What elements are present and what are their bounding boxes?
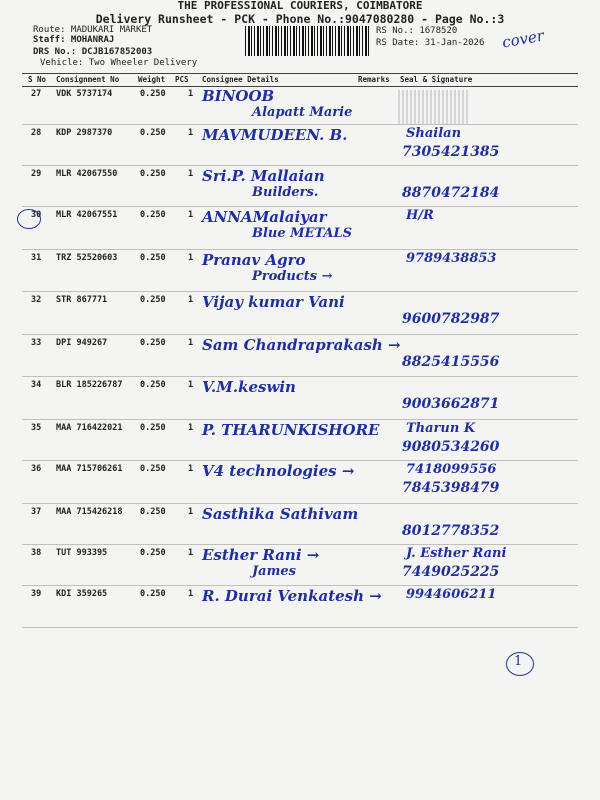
row-sno: 38 [31,548,42,558]
row-pcs: 1 [188,128,194,138]
handwritten-remarks: H/R [406,208,434,223]
handwritten-consignee-line2: Blue METALS [252,226,353,241]
col-pcs: PCS [175,75,189,84]
route-label: Route: MADUKARI MARKET [33,25,153,35]
table-row [22,419,578,461]
handwritten-phone: 9600782987 [402,311,500,327]
row-sno: 35 [31,423,42,433]
drs-number: DRS No.: DCJB167852003 [33,47,153,57]
barcode [245,26,371,56]
handwritten-consignee: MAVMUDEEN. B. [202,126,348,144]
handwritten-phone: 9080534260 [402,439,500,455]
handwritten-consignee-line2: Products → [252,269,333,284]
rs-date: RS Date: 31-Jan-2026 [376,38,485,48]
handwritten-phone: 9003662871 [402,396,500,412]
row-consignment: TUT 993395 [56,548,108,558]
handwritten-phone: 8825415556 [402,354,500,370]
row-consignment: MAA 716422021 [56,423,123,433]
row-consignment: MAA 715426218 [56,507,123,517]
row-pcs: 1 [188,548,194,558]
row-consignment: MAA 715706261 [56,464,123,474]
row-consignment: MLR 42067551 [56,210,118,220]
row-pcs: 1 [188,295,194,305]
row-pcs: 1 [188,169,194,179]
col-seal: Seal & Signature [400,75,473,84]
row-sno: 39 [31,589,42,599]
row-pcs: 1 [188,89,194,99]
handwritten-consignee: ANNAMalaiyar [202,208,327,226]
handwritten-remarks: Shailan [406,126,462,141]
table-row [22,165,578,207]
row-weight: 0.250 [140,338,166,348]
handwritten-consignee: BINOOB [202,87,275,105]
handwritten-remarks: J. Esther Rani [406,546,507,561]
row-weight: 0.250 [140,423,166,433]
row-pcs: 1 [188,464,194,474]
row-weight: 0.250 [140,169,166,179]
row-pcs: 1 [188,253,194,263]
row-sno: 28 [31,128,42,138]
handwritten-consignee: V.M.keswin [202,378,296,396]
cover-note: cover [500,26,546,52]
row-weight: 0.250 [140,589,166,599]
col-consignment: Consignment No [56,75,120,84]
table-row [22,376,578,420]
row-sno: 31 [31,253,42,263]
row-weight: 0.250 [140,507,166,517]
handwritten-phone: 7305421385 [402,144,500,160]
table-row [22,249,578,292]
col-remarks: Remarks [358,75,390,84]
row-sno: 37 [31,507,42,517]
row-sno: 36 [31,464,42,474]
col-details: Consignee Details [202,75,279,84]
vehicle-label: Vehicle: Two Wheeler Delivery [40,58,198,68]
handwritten-consignee-line2: Builders. [252,185,319,200]
row-consignment: TRZ 52520603 [56,253,118,263]
runsheet-subtitle: Delivery Runsheet - PCK - Phone No.:9047080280 - Page No.:3 [95,12,505,26]
row-consignment: KDP 2987370 [56,128,113,138]
row-sno: 32 [31,295,42,305]
handwritten-consignee: P. THARUNKISHORE [202,421,380,439]
row-sno: 27 [31,89,42,99]
table-row [22,460,578,504]
row-consignment: STR 867771 [56,295,108,305]
row-pcs: 1 [188,338,194,348]
row-weight: 0.250 [140,89,166,99]
handwritten-remarks: 9944606211 [406,587,497,602]
handwritten-phone: 8012778352 [402,523,500,539]
handwritten-phone: 7449025225 [402,564,500,580]
row-pcs: 1 [188,380,194,390]
handwritten-consignee-line2: Alapatt Marie [252,105,353,120]
staff-label: Staff: MOHANRAJ [33,35,115,45]
row-weight: 0.250 [140,548,166,558]
row-weight: 0.250 [140,464,166,474]
row-consignment: VDK 5737174 [56,89,113,99]
handwritten-remarks: 9789438853 [406,251,497,266]
row-weight: 0.250 [140,380,166,390]
col-sno: S No [28,75,47,84]
row-weight: 0.250 [140,253,166,263]
row-consignment: MLR 42067550 [56,169,118,179]
table-row [22,334,578,377]
handwritten-consignee: Sasthika Sathivam [202,505,359,523]
row-weight: 0.250 [140,128,166,138]
row-weight: 0.250 [140,210,166,220]
rs-number: RS No.: 1678520 [376,26,458,36]
row-pcs: 1 [188,423,194,433]
row-consignment: BLR 185226787 [56,380,123,390]
row-pcs: 1 [188,507,194,517]
handwritten-consignee-line2: James [252,564,296,579]
handwritten-consignee: Vijay kumar Vani [202,293,345,311]
table-row [22,206,578,250]
row-pcs: 1 [188,589,194,599]
table-row [22,124,578,166]
col-weight: Weight [138,75,166,84]
handwritten-phone: 7845398479 [402,480,500,496]
row-consignment: DPI 949267 [56,338,108,348]
handwritten-consignee: Sri.P. Mallaian [202,167,325,185]
handwritten-consignee: R. Durai Venkatesh → [202,587,382,605]
table-row [22,291,578,335]
handwritten-remarks: Tharun K [406,421,476,436]
handwritten-consignee: V4 technologies → [202,462,355,480]
row-sno: 33 [31,338,42,348]
circle-mark-row-30 [17,209,41,229]
company-title: THE PROFESSIONAL COURIERS, COIMBATORE [177,0,423,12]
handwritten-remarks: 7418099556 [406,462,497,477]
table-row [22,503,578,545]
row-weight: 0.250 [140,295,166,305]
table-row [22,585,578,628]
table-row [22,85,578,125]
row-sno: 29 [31,169,42,179]
handwritten-consignee: Esther Rani → [202,546,320,564]
row-pcs: 1 [188,210,194,220]
row-consignment: KDI 359265 [56,589,108,599]
row-sno: 34 [31,380,42,390]
handwritten-consignee: Sam Chandraprakash → [202,336,401,354]
handwritten-phone: 8870472184 [402,185,500,201]
table-row [22,544,578,586]
row-sno: 30 [31,210,42,220]
footer-mark: 1 [514,654,523,669]
handwritten-consignee: Pranav Agro [202,251,306,269]
